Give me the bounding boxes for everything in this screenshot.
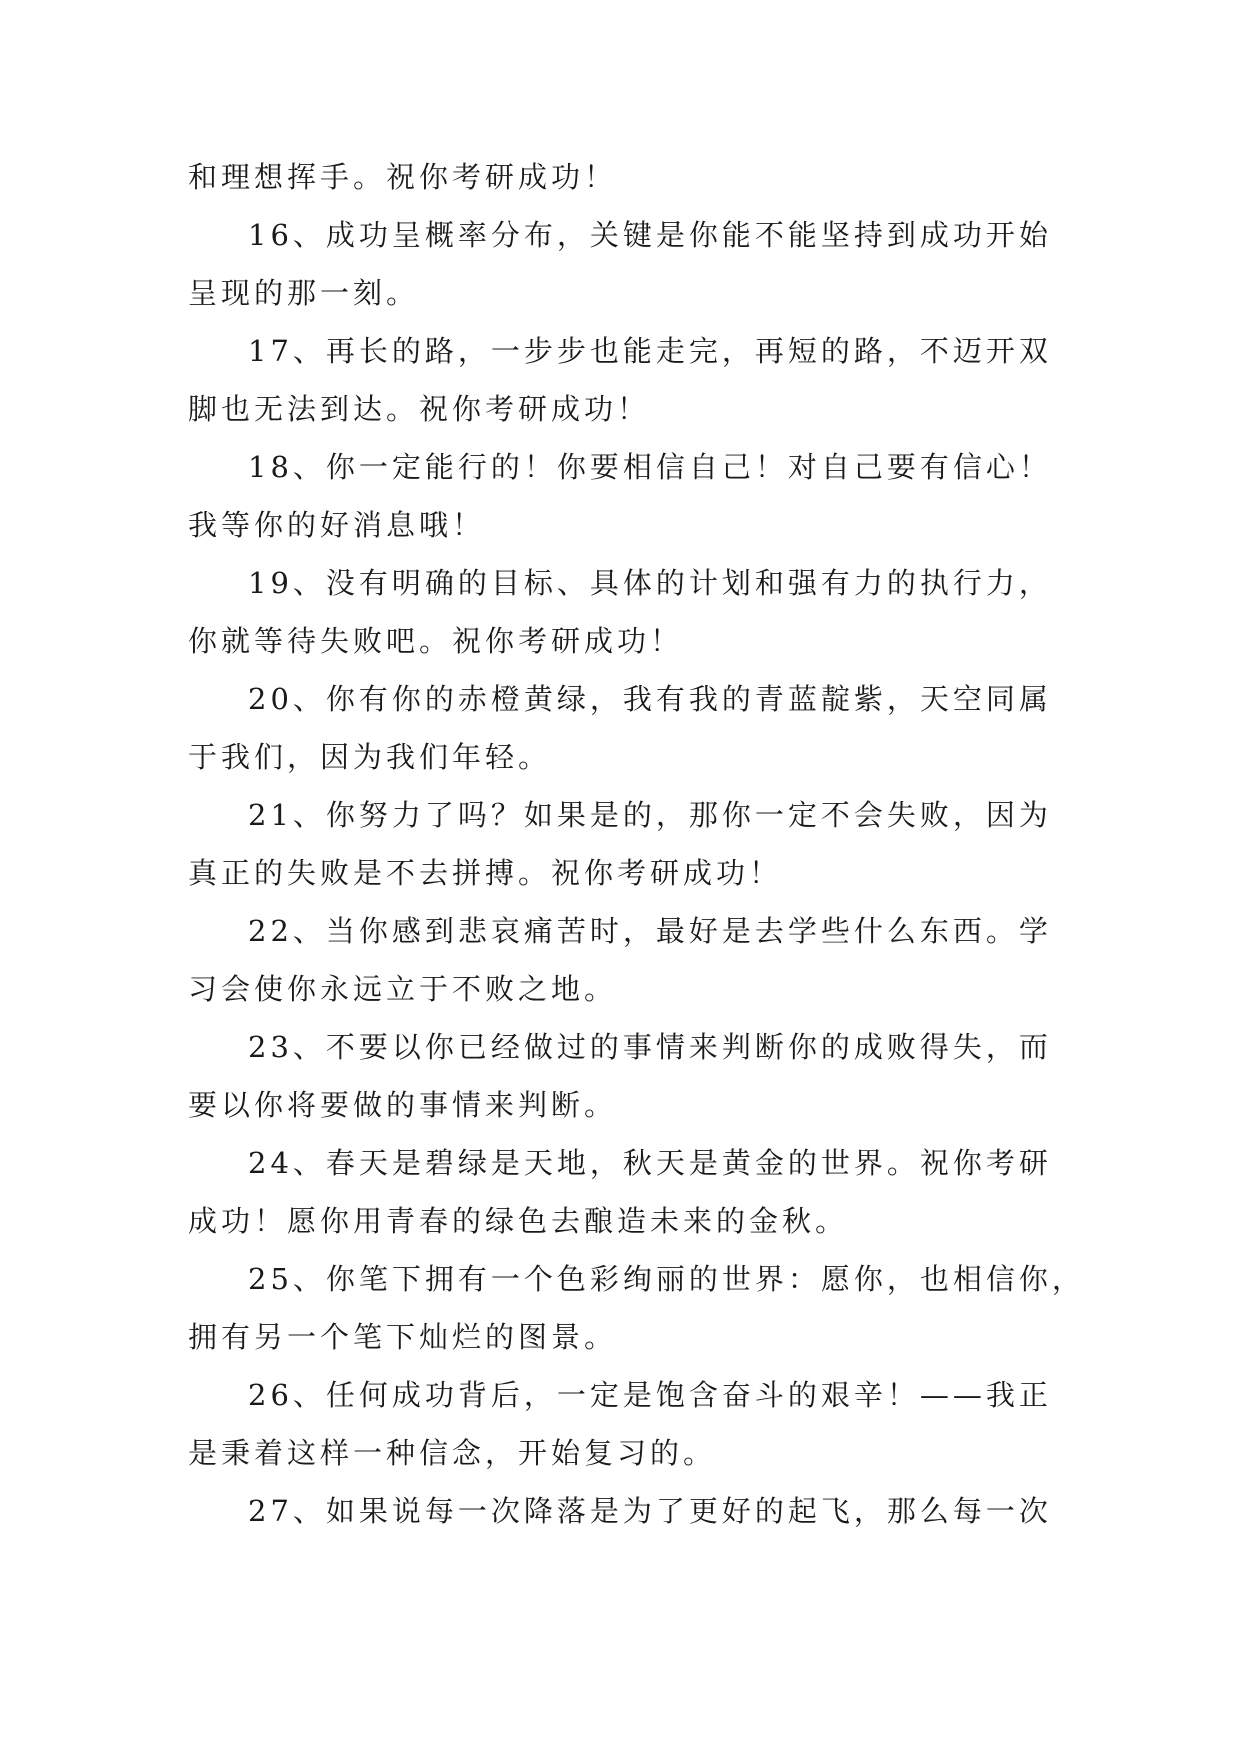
text-line: 于我们，因为我们年轻。 — [188, 740, 552, 774]
document-page — [188, 148, 1085, 1540]
text-line: 19、没有明确的目标、具体的计划和强有力的执行力， — [248, 566, 1052, 600]
text-line: 24、春天是碧绿是天地，秋天是黄金的世界。祝你考研 — [248, 1146, 1052, 1180]
text-line: 呈现的那一刻。 — [188, 276, 420, 310]
text-line: 是秉着这样一种信念，开始复习的。 — [188, 1436, 717, 1470]
text-line: 我等你的好消息哦！ — [188, 508, 486, 542]
text-line: 拥有另一个笔下灿烂的图景。 — [188, 1320, 618, 1354]
text-line: 16、成功呈概率分布，关键是你能不能坚持到成功开始 — [248, 218, 1052, 252]
paragraph — [188, 902, 1058, 1018]
paragraph — [188, 148, 1058, 206]
paragraph — [188, 206, 1058, 322]
text-line: 习会使你永远立于不败之地。 — [188, 972, 618, 1006]
paragraph — [188, 670, 1058, 786]
text-line: 你就等待失败吧。祝你考研成功！ — [188, 624, 684, 658]
text-line: 23、不要以你已经做过的事情来判断你的成败得失，而 — [248, 1030, 1052, 1064]
text-line: 21、你努力了吗？如果是的，那你一定不会失败，因为 — [248, 798, 1052, 832]
text-line: 和理想挥手。祝你考研成功！ — [188, 160, 618, 194]
text-line: 脚也无法到达。祝你考研成功！ — [188, 392, 651, 426]
paragraph — [188, 1482, 1058, 1540]
text-line: 27、如果说每一次降落是为了更好的起飞，那么每一次 — [248, 1494, 1052, 1528]
text-line: 成功！愿你用青春的绿色去酿造未来的金秋。 — [188, 1204, 849, 1238]
text-line: 25、你笔下拥有一个色彩绚丽的世界：愿你，也相信你， — [248, 1262, 1085, 1296]
paragraph — [188, 1134, 1058, 1250]
paragraph — [188, 1366, 1058, 1482]
paragraph — [188, 554, 1058, 670]
paragraph — [188, 438, 1058, 554]
text-line: 26、任何成功背后，一定是饱含奋斗的艰辛！——我正 — [248, 1378, 1052, 1412]
text-line: 真正的失败是不去拼搏。祝你考研成功！ — [188, 856, 783, 890]
paragraph — [188, 786, 1058, 902]
paragraph — [188, 322, 1058, 438]
paragraph — [188, 1018, 1058, 1134]
text-line: 20、你有你的赤橙黄绿，我有我的青蓝靛紫，天空同属 — [248, 682, 1052, 716]
paragraph — [188, 1250, 1085, 1366]
text-line: 要以你将要做的事情来判断。 — [188, 1088, 618, 1122]
text-line: 17、再长的路，一步步也能走完，再短的路，不迈开双 — [248, 334, 1052, 368]
text-line: 18、你一定能行的！你要相信自己！对自己要有信心！ — [248, 450, 1052, 484]
text-line: 22、当你感到悲哀痛苦时，最好是去学些什么东西。学 — [248, 914, 1052, 948]
